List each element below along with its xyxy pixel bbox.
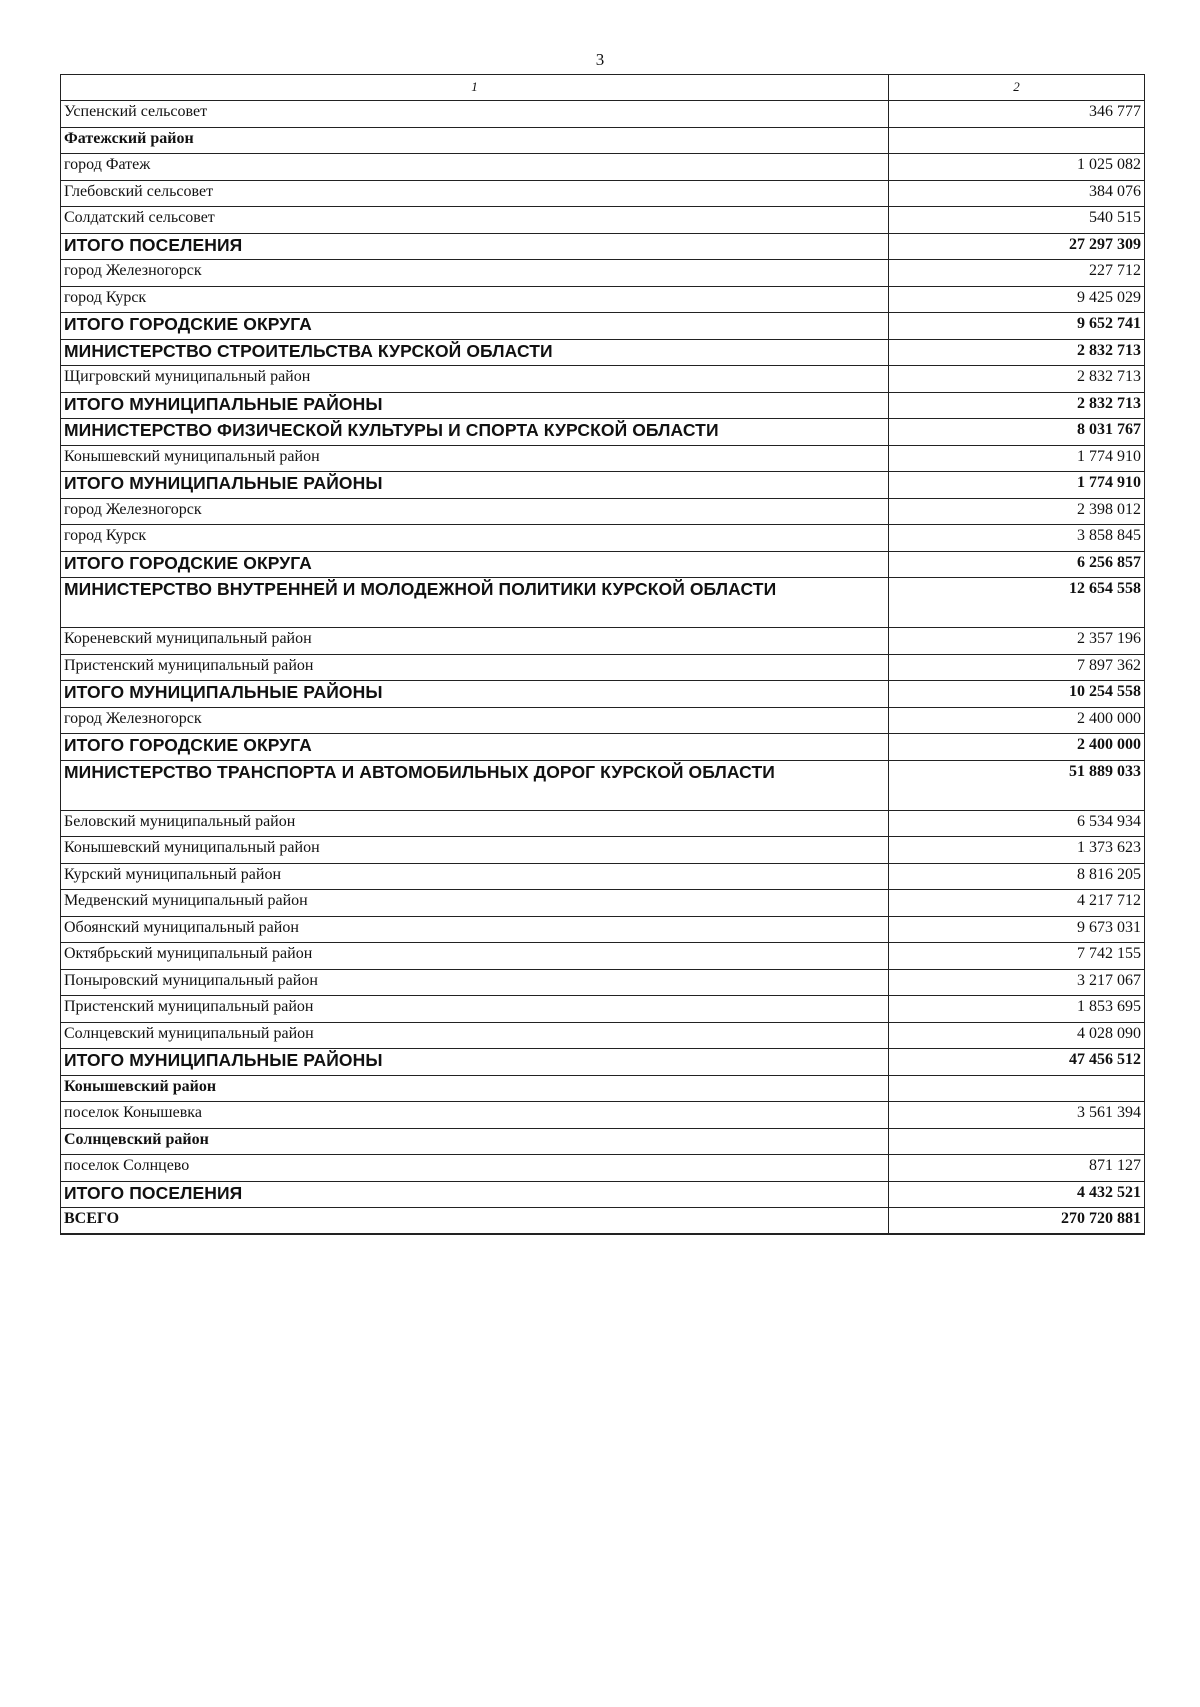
table-row [61,1181,1145,1208]
row-label: ИТОГО МУНИЦИПАЛЬНЫЕ РАЙОНЫ [61,681,889,708]
row-label: город Железногорск [61,707,889,734]
table-row [61,419,1145,446]
row-label: город Железногорск [61,498,889,525]
row-amount: 2 400 000 [889,734,1145,761]
table-row [61,890,1145,917]
column-header-1: 1 [61,75,889,101]
table-header-row [61,75,1145,101]
table-row [61,260,1145,287]
row-amount: 10 254 558 [889,681,1145,708]
row-label: Солнцевский район [61,1128,889,1155]
table-row [61,943,1145,970]
row-label: ИТОГО ГОРОДСКИЕ ОКРУГА [61,313,889,340]
row-amount: 27 297 309 [889,233,1145,260]
row-label: Конышевский муниципальный район [61,837,889,864]
table-row [61,392,1145,419]
row-label: ИТОГО МУНИЦИПАЛЬНЫЕ РАЙОНЫ [61,1049,889,1076]
row-amount: 2 832 713 [889,392,1145,419]
row-amount: 47 456 512 [889,1049,1145,1076]
table-row [61,1208,1145,1235]
row-label: ИТОГО ПОСЕЛЕНИЯ [61,233,889,260]
row-label: ИТОГО ГОРОДСКИЕ ОКРУГА [61,734,889,761]
row-amount: 51 889 033 [889,760,1145,810]
row-label: Курский муниципальный район [61,863,889,890]
row-amount: 12 654 558 [889,578,1145,628]
table-row [61,1049,1145,1076]
table-row [61,233,1145,260]
table-row [61,472,1145,499]
row-label: Конышевский муниципальный район [61,445,889,472]
row-amount [889,1075,1145,1102]
table-row [61,760,1145,810]
table-row [61,1128,1145,1155]
row-amount: 384 076 [889,180,1145,207]
row-amount: 227 712 [889,260,1145,287]
table-row [61,101,1145,128]
row-label: ИТОГО МУНИЦИПАЛЬНЫЕ РАЙОНЫ [61,472,889,499]
row-amount: 6 534 934 [889,810,1145,837]
row-amount: 8 816 205 [889,863,1145,890]
table-row [61,180,1145,207]
page-number: 3 [595,50,605,69]
row-label: Глебовский сельсовет [61,180,889,207]
table-row [61,837,1145,864]
table-row [61,916,1145,943]
row-label: город Железногорск [61,260,889,287]
table-row [61,1102,1145,1129]
table-row [61,286,1145,313]
table-body [61,101,1145,1235]
table-row [61,996,1145,1023]
table-row [61,810,1145,837]
row-label: МИНИСТЕРСТВО ТРАНСПОРТА И АВТОМОБИЛЬНЫХ ДОРОГ КУРСКОЙ ОБЛАСТИ [61,760,889,810]
row-label: Солдатский сельсовет [61,207,889,234]
row-amount: 9 673 031 [889,916,1145,943]
row-amount: 9 425 029 [889,286,1145,313]
row-amount: 7 742 155 [889,943,1145,970]
row-amount: 270 720 881 [889,1208,1145,1235]
table-row [61,551,1145,578]
table-row [61,628,1145,655]
row-amount: 346 777 [889,101,1145,128]
row-label: Пристенский муниципальный район [61,996,889,1023]
row-label: Медвенский муниципальный район [61,890,889,917]
table-row [61,313,1145,340]
row-label: МИНИСТЕРСТВО ФИЗИЧЕСКОЙ КУЛЬТУРЫ И СПОРТА КУРСКОЙ ОБЛАСТИ [61,419,889,446]
row-amount: 4 432 521 [889,1181,1145,1208]
table-row [61,1075,1145,1102]
row-label: Кореневский муниципальный район [61,628,889,655]
row-amount: 1 853 695 [889,996,1145,1023]
row-amount: 1 025 082 [889,154,1145,181]
row-label: город Курск [61,286,889,313]
row-label: МИНИСТЕРСТВО СТРОИТЕЛЬСТВА КУРСКОЙ ОБЛАСТИ [61,339,889,366]
table-row [61,863,1145,890]
row-amount: 1 373 623 [889,837,1145,864]
row-amount [889,127,1145,154]
row-amount [889,1128,1145,1155]
row-amount: 1 774 910 [889,445,1145,472]
row-amount: 4 028 090 [889,1022,1145,1049]
row-amount: 7 897 362 [889,654,1145,681]
row-amount: 2 400 000 [889,707,1145,734]
row-label: Щигровский муниципальный район [61,366,889,393]
row-label: Солнцевский муниципальный район [61,1022,889,1049]
table-row [61,207,1145,234]
row-amount: 2 398 012 [889,498,1145,525]
table-row [61,969,1145,996]
row-label: Конышевский район [61,1075,889,1102]
row-amount: 4 217 712 [889,890,1145,917]
row-label: поселок Солнцево [61,1155,889,1182]
row-label: Пристенский муниципальный район [61,654,889,681]
row-amount: 871 127 [889,1155,1145,1182]
budget-table [60,74,1145,1235]
row-amount: 9 652 741 [889,313,1145,340]
row-amount: 2 832 713 [889,339,1145,366]
table-row [61,339,1145,366]
row-label: МИНИСТЕРСТВО ВНУТРЕННЕЙ И МОЛОДЕЖНОЙ ПОЛИТИКИ КУРСКОЙ ОБЛАСТИ [61,578,889,628]
table-row [61,1022,1145,1049]
row-label: Беловский муниципальный район [61,810,889,837]
row-amount: 3 858 845 [889,525,1145,552]
table-row [61,525,1145,552]
table-row [61,1155,1145,1182]
row-amount: 1 774 910 [889,472,1145,499]
row-label: Поныровский муниципальный район [61,969,889,996]
row-amount: 540 515 [889,207,1145,234]
row-amount: 2 357 196 [889,628,1145,655]
table-row [61,578,1145,628]
table-row [61,734,1145,761]
table-row [61,127,1145,154]
row-amount: 2 832 713 [889,366,1145,393]
row-label: ИТОГО МУНИЦИПАЛЬНЫЕ РАЙОНЫ [61,392,889,419]
row-amount: 8 031 767 [889,419,1145,446]
table-row [61,498,1145,525]
row-label: ИТОГО ГОРОДСКИЕ ОКРУГА [61,551,889,578]
row-label: Успенский сельсовет [61,101,889,128]
row-label: Фатежский район [61,127,889,154]
row-amount: 3 217 067 [889,969,1145,996]
table-row [61,707,1145,734]
row-label: поселок Конышевка [61,1102,889,1129]
row-label: город Фатеж [61,154,889,181]
table-row [61,654,1145,681]
table-row [61,154,1145,181]
table-row [61,681,1145,708]
row-amount: 6 256 857 [889,551,1145,578]
row-label: город Курск [61,525,889,552]
column-header-2: 2 [889,75,1145,101]
row-label: Октябрьский муниципальный район [61,943,889,970]
row-amount: 3 561 394 [889,1102,1145,1129]
table-row [61,445,1145,472]
row-label: Обоянский муниципальный район [61,916,889,943]
row-label: ВСЕГО [61,1208,889,1235]
table-row [61,366,1145,393]
row-label: ИТОГО ПОСЕЛЕНИЯ [61,1181,889,1208]
